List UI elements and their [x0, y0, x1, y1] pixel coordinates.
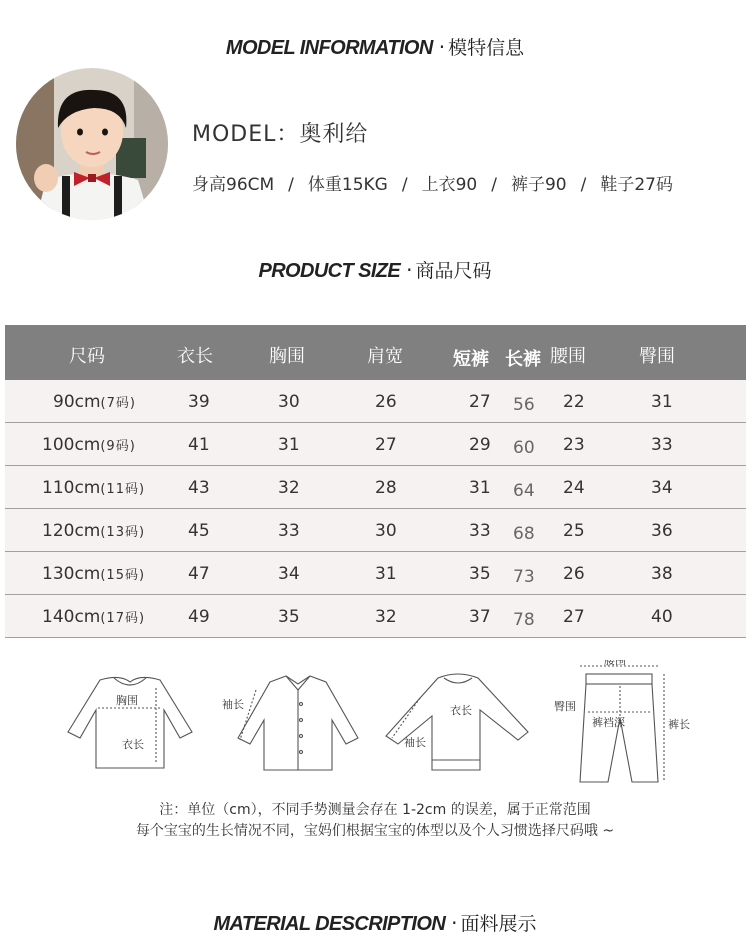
stat-weight: 体重15KG	[307, 175, 388, 195]
table-cell: 60	[513, 438, 535, 458]
title-cn: 商品尺码	[415, 260, 492, 282]
table-cell: 39	[188, 392, 210, 412]
table-cell: 31	[469, 478, 491, 498]
table-cell: 30	[278, 392, 300, 412]
header-hip: 臀围	[639, 346, 675, 367]
table-cell: 26	[563, 564, 585, 584]
cell-size-code: (7码)	[100, 396, 136, 411]
table-cell: 24	[563, 478, 585, 498]
cell-size-cm: 100cm	[42, 435, 101, 455]
stat-separator: /	[288, 175, 294, 195]
stat-pants-size: 裤子90	[510, 175, 567, 195]
model-stats	[192, 170, 673, 195]
cell-size-cm: 130cm	[42, 564, 101, 584]
table-row	[5, 380, 746, 423]
table-cell: 31	[278, 435, 300, 455]
table-cell: 31	[375, 564, 397, 584]
cell-size	[42, 521, 145, 541]
shirt-sleeve-label: 袖长	[222, 698, 244, 711]
header-chest: 胸围	[269, 346, 305, 367]
table-cell: 35	[278, 607, 300, 627]
table-cell: 31	[651, 392, 673, 412]
raglan-length-label: 衣长	[450, 704, 472, 717]
table-cell: 22	[563, 392, 585, 412]
cell-size	[42, 564, 145, 584]
header-size: 尺码	[69, 346, 105, 367]
cell-size-code: (17码)	[100, 611, 146, 626]
cell-size-cm: 120cm	[42, 521, 101, 541]
size-table-header	[5, 325, 746, 380]
cell-size-cm: 110cm	[42, 478, 101, 498]
table-cell: 27	[375, 435, 397, 455]
cell-size-code: (11码)	[100, 482, 146, 497]
table-row	[5, 509, 746, 552]
size-table-body	[5, 380, 746, 638]
title-en: PRODUCT SIZE	[258, 260, 401, 282]
table-cell: 25	[563, 521, 585, 541]
measurement-diagrams	[60, 660, 700, 790]
table-cell: 33	[469, 521, 491, 541]
cell-size	[42, 478, 145, 498]
table-cell: 23	[563, 435, 585, 455]
header-shorts: 短裤	[453, 349, 489, 370]
cell-size-cm: 90cm	[53, 392, 101, 412]
table-cell: 34	[651, 478, 673, 498]
table-cell: 49	[188, 607, 210, 627]
table-cell: 30	[375, 521, 397, 541]
raglan-diagram	[386, 674, 528, 770]
table-cell: 27	[563, 607, 585, 627]
shirt-diagram	[222, 676, 358, 770]
model-avatar	[16, 68, 168, 220]
table-cell: 38	[651, 564, 673, 584]
table-cell: 56	[513, 395, 535, 415]
cell-size-code: (15码)	[100, 568, 146, 583]
cell-size-cm: 140cm	[42, 607, 101, 627]
table-cell: 43	[188, 478, 210, 498]
table-row	[5, 552, 746, 595]
header-long-pants: 长裤	[505, 349, 541, 370]
sweater-chest-label: 胸围	[116, 694, 138, 707]
table-cell: 41	[188, 435, 210, 455]
table-cell: 32	[375, 607, 397, 627]
size-table	[5, 325, 746, 638]
pants-diagram	[554, 660, 690, 782]
table-cell: 33	[278, 521, 300, 541]
cell-size	[53, 392, 136, 412]
sweater-length-label: 衣长	[122, 738, 144, 751]
table-row	[5, 466, 746, 509]
size-choice-note: 每个宝宝的生长情况不同，宝妈们根据宝宝的体型以及个人习惯选择尺码哦 ~	[135, 823, 615, 839]
model-name: MODEL：奥利给	[192, 122, 369, 147]
table-cell: 35	[469, 564, 491, 584]
table-cell: 45	[188, 521, 210, 541]
stat-shoe-size: 鞋子27码	[600, 175, 673, 195]
title-separator: ·	[438, 35, 446, 59]
stat-separator: /	[401, 175, 408, 195]
cell-size-code: (13码)	[100, 525, 146, 540]
cell-size-code: (9码)	[100, 439, 136, 454]
table-cell: 64	[513, 481, 535, 501]
model-information-title	[0, 33, 750, 60]
title-separator: ·	[406, 258, 413, 282]
header-shoulder: 肩宽	[367, 346, 403, 367]
pants-waist-label: 腰围	[604, 660, 626, 667]
product-size-title	[0, 256, 750, 283]
table-cell: 47	[188, 564, 210, 584]
table-cell: 27	[469, 392, 491, 412]
table-cell: 29	[469, 435, 491, 455]
cell-size	[42, 607, 145, 627]
title-en: MATERIAL DESCRIPTION	[213, 913, 446, 935]
title-cn: 面料展示	[460, 913, 537, 935]
raglan-sleeve-label: 袖长	[404, 736, 426, 749]
pants-length-label: 裤长	[668, 718, 690, 731]
table-cell: 34	[278, 564, 300, 584]
header-length: 衣长	[177, 346, 213, 367]
cell-size	[42, 435, 136, 455]
table-cell: 33	[651, 435, 673, 455]
title-cn: 模特信息	[448, 37, 525, 59]
table-row	[5, 423, 746, 466]
pants-rise-label: 裤裆深	[592, 716, 625, 729]
table-cell: 36	[651, 521, 673, 541]
header-waist: 腰围	[550, 346, 586, 367]
table-cell: 32	[278, 478, 300, 498]
table-cell: 28	[375, 478, 397, 498]
stat-separator: /	[491, 175, 497, 195]
title-separator: ·	[451, 911, 458, 935]
stat-height: 身高96CM	[192, 175, 275, 195]
pants-hip-label: 臀围	[554, 700, 576, 713]
material-description-title	[0, 909, 750, 936]
table-cell: 73	[513, 567, 535, 587]
title-en: MODEL INFORMATION	[225, 37, 433, 59]
measurement-note: 注：单位（cm），不同手势测量会存在 1-2cm 的误差，属于正常范围	[159, 802, 591, 818]
table-cell: 26	[375, 392, 397, 412]
table-cell: 40	[651, 607, 673, 627]
stat-separator: /	[580, 175, 587, 195]
table-row	[5, 595, 746, 638]
table-cell: 37	[469, 607, 491, 627]
sweater-diagram	[68, 677, 192, 768]
table-cell: 68	[513, 524, 535, 544]
stat-top-size: 上衣90	[421, 175, 478, 195]
table-cell: 78	[513, 610, 535, 630]
